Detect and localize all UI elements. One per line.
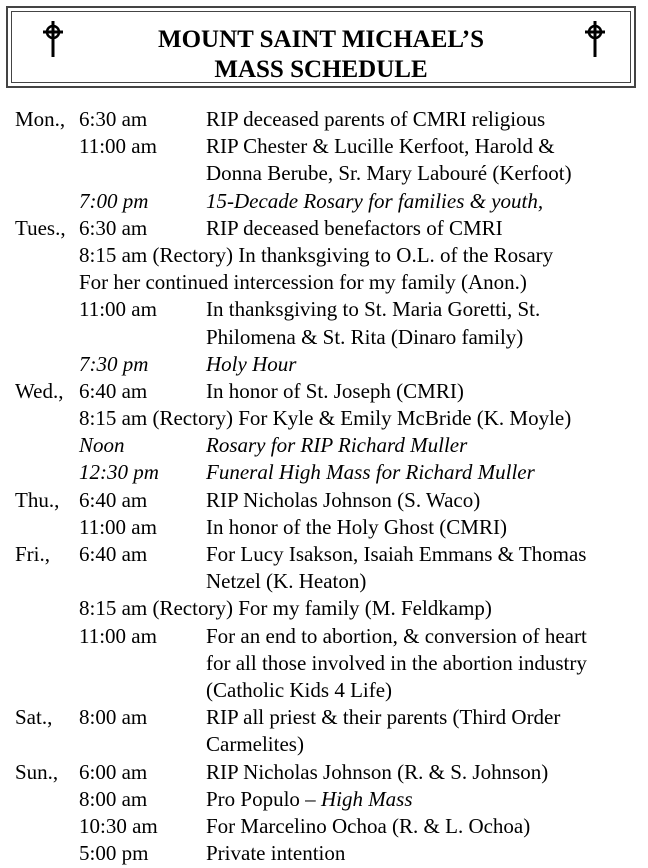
mass-time: 11:00 am xyxy=(79,514,157,539)
intention-text: RIP deceased parents of CMRI religious xyxy=(206,107,546,131)
intention-text: RIP Chester & Lucille Kerfoot, Harold & xyxy=(206,134,555,159)
schedule-row xyxy=(15,378,645,405)
schedule-row xyxy=(15,786,645,813)
schedule-line: For her continued intercession for my family (Anon.) xyxy=(79,270,527,295)
intention-italic-text: High Mass xyxy=(320,786,413,811)
mass-intention xyxy=(206,786,413,813)
mass-time: 5:00 pm xyxy=(79,841,149,866)
intention-text: (Catholic Kids 4 Life) xyxy=(206,677,393,702)
schedule-row xyxy=(15,269,645,296)
day-label: Sun., xyxy=(15,759,59,784)
schedule-row xyxy=(15,405,645,432)
title-line-2: MASS SCHEDULE xyxy=(214,56,428,83)
mass-time: 6:30 am xyxy=(79,215,148,240)
schedule-row xyxy=(15,623,645,650)
schedule-row xyxy=(15,215,645,242)
mass-time: 8:00 am xyxy=(79,705,148,730)
intention-text: Holy Hour xyxy=(206,351,297,376)
mass-time: 7:30 pm xyxy=(79,351,149,376)
mass-intention xyxy=(206,459,535,486)
mass-time: 6:40 am xyxy=(79,378,148,403)
mass-intention xyxy=(206,351,296,378)
mass-intention xyxy=(206,160,572,187)
schedule-row xyxy=(15,351,645,378)
schedule-row xyxy=(15,106,645,133)
schedule-line: 8:15 am (Rectory) For my family (M. Feldkamp) xyxy=(79,596,492,621)
intention-text: RIP Nicholas Johnson (S. Waco) xyxy=(206,487,481,512)
intention-text: Funeral High Mass for Richard Muller xyxy=(206,460,535,485)
intention-text: Netzel (K. Heaton) xyxy=(206,569,367,594)
schedule-row xyxy=(15,568,645,595)
intention-text: In honor of St. Joseph (CMRI) xyxy=(206,378,464,403)
mass-intention xyxy=(206,704,560,731)
title-line-1: MOUNT SAINT MICHAEL’S xyxy=(157,26,484,53)
schedule-line: 8:15 am (Rectory) In thanksgiving to O.L. of the Rosary xyxy=(79,242,554,267)
mass-time: 6:40 am xyxy=(79,487,148,512)
mass-time: 7:00 pm xyxy=(79,188,149,213)
mass-time: 6:00 am xyxy=(79,759,148,784)
schedule-row xyxy=(15,242,645,269)
mass-intention xyxy=(206,106,545,133)
schedule-line: 8:15 am (Rectory) For Kyle & Emily McBride (K. Moyle) xyxy=(79,406,572,431)
schedule-row xyxy=(15,188,645,215)
mass-schedule xyxy=(15,106,645,867)
intention-text: Rosary for RIP Richard Muller xyxy=(206,433,468,458)
schedule-row xyxy=(15,514,645,541)
schedule-row xyxy=(15,813,645,840)
day-label: Sat., xyxy=(15,705,53,730)
mass-intention xyxy=(206,759,548,786)
mass-intention xyxy=(206,432,467,459)
mass-time: 10:30 am xyxy=(79,813,158,838)
mass-time: 11:00 am xyxy=(79,297,157,322)
day-label: Wed., xyxy=(15,378,64,403)
schedule-row xyxy=(15,595,645,622)
schedule-row xyxy=(15,296,645,323)
mass-time: 8:00 am xyxy=(79,786,148,811)
intention-text: RIP all priest & their parents (Third Order xyxy=(206,705,561,730)
intention-text: Philomena & St. Rita (Dinaro family) xyxy=(206,324,524,349)
schedule-row xyxy=(15,759,645,786)
schedule-row xyxy=(15,324,645,351)
mass-intention xyxy=(206,541,586,568)
mass-time: 11:00 am xyxy=(79,134,157,159)
mass-intention xyxy=(206,623,587,650)
mass-intention xyxy=(206,487,480,514)
schedule-row xyxy=(15,704,645,731)
mass-time: 11:00 am xyxy=(79,623,157,648)
mass-intention xyxy=(206,813,530,840)
mass-time: Noon xyxy=(79,433,125,458)
mass-intention xyxy=(206,731,304,758)
schedule-row xyxy=(15,840,645,867)
mass-intention xyxy=(206,650,587,677)
schedule-row xyxy=(15,133,645,160)
mass-intention xyxy=(206,514,507,541)
mass-intention xyxy=(206,378,464,405)
intention-text: For an end to abortion, & conversion of heart xyxy=(206,623,587,648)
intention-text: Carmelites) xyxy=(206,732,304,757)
mass-intention xyxy=(206,188,543,215)
intention-text: For Lucy Isakson, Isaiah Emmans & Thomas xyxy=(206,542,587,566)
mass-intention xyxy=(206,296,540,323)
schedule-row xyxy=(15,731,645,758)
day-label: Fri., xyxy=(15,542,51,566)
intention-text: RIP Nicholas Johnson (R. & S. Johnson) xyxy=(206,759,549,784)
intention-text: RIP deceased benefactors of CMRI xyxy=(206,215,503,240)
mass-time: 6:30 am xyxy=(79,107,148,131)
mass-time: 12:30 pm xyxy=(79,460,159,485)
intention-text: Private intention xyxy=(206,841,346,866)
intention-text: 15-Decade Rosary for families & youth, xyxy=(206,188,544,213)
schedule-row xyxy=(15,650,645,677)
header-box xyxy=(6,6,636,88)
intention-text: In honor of the Holy Ghost (CMRI) xyxy=(206,514,507,539)
schedule-row xyxy=(15,160,645,187)
mass-intention xyxy=(206,677,392,704)
schedule-row xyxy=(15,432,645,459)
intention-text: Donna Berube, Sr. Mary Labouré (Kerfoot) xyxy=(206,161,572,186)
day-label: Thu., xyxy=(15,487,60,512)
schedule-row xyxy=(15,459,645,486)
schedule-row xyxy=(15,487,645,514)
day-label: Mon., xyxy=(15,107,66,131)
intention-text: In thanksgiving to St. Maria Goretti, St. xyxy=(206,297,541,322)
intention-text: for all those involved in the abortion industry xyxy=(206,650,587,675)
mass-time: 6:40 am xyxy=(79,542,148,566)
intention-text: For Marcelino Ochoa (R. & L. Ochoa) xyxy=(206,813,531,838)
intention-text: Pro Populo – xyxy=(206,786,321,811)
mass-intention xyxy=(206,133,555,160)
day-label: Tues., xyxy=(15,215,66,240)
schedule-row xyxy=(15,677,645,704)
mass-intention xyxy=(206,568,366,595)
mass-intention xyxy=(206,324,523,351)
mass-intention xyxy=(206,215,503,242)
mass-intention xyxy=(206,840,345,867)
schedule-row xyxy=(15,541,645,568)
